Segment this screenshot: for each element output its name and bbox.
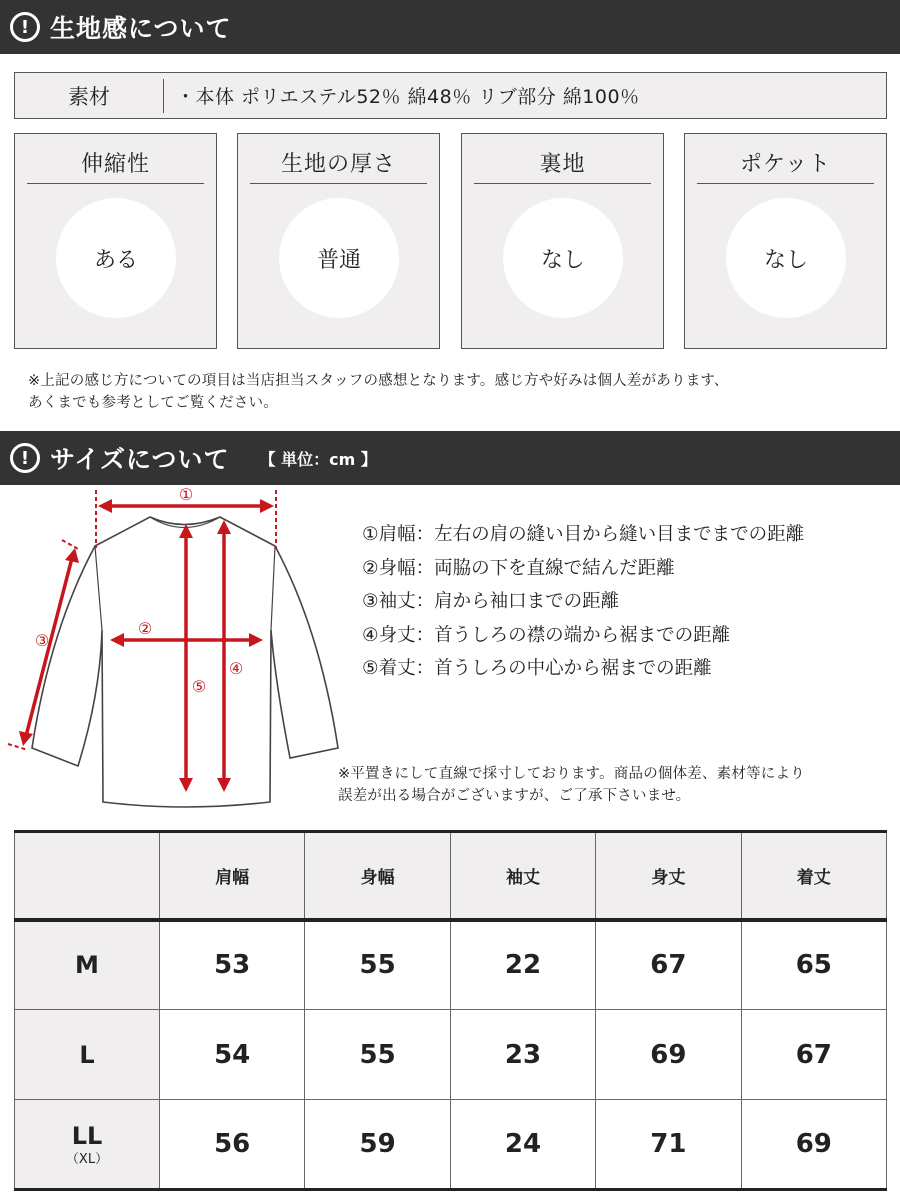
attribute-value: 普通 bbox=[279, 198, 399, 318]
measurement-note-line: ※平置きにして直線で採寸しております。商品の個体差、素材等により bbox=[338, 766, 805, 782]
fabric-note bbox=[28, 370, 729, 414]
marker-1: ① bbox=[178, 485, 194, 504]
attribute-thickness bbox=[237, 133, 440, 349]
attribute-value: なし bbox=[726, 198, 846, 318]
table-cell: 22 bbox=[450, 920, 595, 1010]
size-section-header bbox=[0, 431, 900, 485]
attribute-value: ある bbox=[56, 198, 176, 318]
table-cell: 69 bbox=[741, 1100, 886, 1190]
fabric-note-line: ※上記の感じ方についての項目は当店担当スタッフの感想となります。感じ方や好みは個人差があります、 bbox=[28, 373, 729, 389]
attribute-label: 伸縮性 bbox=[27, 146, 204, 184]
marker-2: ② bbox=[137, 619, 153, 638]
material-divider bbox=[163, 79, 164, 113]
material-value: ・本体 ポリエステル52％ 綿48％ リブ部分 綿100％ bbox=[176, 86, 640, 108]
table-row bbox=[15, 1010, 887, 1100]
table-cell: 23 bbox=[450, 1010, 595, 1100]
legend-item: ③袖丈：肩から袖口までの距離 bbox=[362, 591, 620, 612]
exclamation-icon: ! bbox=[10, 443, 40, 473]
shoulder-arrow-head-left bbox=[98, 499, 112, 513]
column-header: 着丈 bbox=[741, 832, 886, 920]
column-header: 肩幅 bbox=[160, 832, 305, 920]
size-name: L bbox=[79, 1040, 95, 1069]
attribute-label: ポケット bbox=[697, 146, 874, 184]
garment-measurement-diagram bbox=[0, 480, 345, 810]
size-name: M bbox=[75, 951, 99, 980]
size-name: LL bbox=[71, 1121, 103, 1150]
marker-4: ④ bbox=[228, 659, 244, 678]
legend-item: ①肩幅：左右の肩の縫い目から縫い目までまでの距離 bbox=[362, 524, 805, 545]
size-table-corner bbox=[15, 832, 160, 920]
table-cell: 67 bbox=[596, 920, 741, 1010]
measurement-note bbox=[338, 763, 805, 807]
table-cell: 53 bbox=[160, 920, 305, 1010]
size-section-title: サイズについて bbox=[50, 445, 230, 474]
marker-3: ③ bbox=[34, 631, 50, 650]
attribute-value: なし bbox=[503, 198, 623, 318]
size-unit: 【 単位：cm 】 bbox=[259, 449, 377, 469]
table-cell: 56 bbox=[160, 1100, 305, 1190]
size-table-header bbox=[15, 832, 887, 920]
material-label: 素材 bbox=[68, 84, 110, 109]
table-cell: 67 bbox=[741, 1010, 886, 1100]
table-cell: 59 bbox=[305, 1100, 450, 1190]
column-header: 袖丈 bbox=[450, 832, 595, 920]
table-cell: 55 bbox=[305, 1010, 450, 1100]
material-row bbox=[14, 72, 887, 119]
table-cell: 55 bbox=[305, 920, 450, 1010]
column-header: 身幅 bbox=[305, 832, 450, 920]
table-cell: 54 bbox=[160, 1010, 305, 1100]
row-size-label bbox=[15, 920, 160, 1010]
size-table bbox=[14, 830, 887, 1191]
table-cell: 24 bbox=[450, 1100, 595, 1190]
column-header: 身丈 bbox=[596, 832, 741, 920]
row-size-label bbox=[15, 1010, 160, 1100]
shoulder-arrow-head-right bbox=[260, 499, 274, 513]
attribute-label: 生地の厚さ bbox=[250, 146, 427, 184]
table-cell: 69 bbox=[596, 1010, 741, 1100]
attribute-pocket bbox=[684, 133, 887, 349]
sleeve-arrow-head-top bbox=[65, 548, 79, 563]
table-cell: 65 bbox=[741, 920, 886, 1010]
fabric-section-title: 生地感について bbox=[50, 14, 232, 43]
table-row bbox=[15, 920, 887, 1010]
fabric-section-header bbox=[0, 0, 900, 54]
sleeve-guide-top bbox=[62, 540, 80, 550]
fabric-note-line: あくまでも参考としてご覧ください。 bbox=[28, 395, 278, 411]
attribute-lining bbox=[461, 133, 664, 349]
sleeve-guide-bottom bbox=[8, 744, 28, 750]
row-size-label bbox=[15, 1100, 160, 1190]
table-cell: 71 bbox=[596, 1100, 741, 1190]
legend-item: ②身幅：両脇の下を直線で結んだ距離 bbox=[362, 557, 675, 579]
measurement-legend bbox=[362, 518, 804, 686]
measurement-note-line: 誤差が出る場合がございますが、ご了承下さいませ。 bbox=[338, 788, 691, 804]
marker-5: ⑤ bbox=[191, 677, 207, 696]
sleeve-arrow-head-bottom bbox=[19, 731, 33, 746]
table-row bbox=[15, 1100, 887, 1190]
legend-item: ⑤着丈：首うしろの中心から裾までの距離 bbox=[362, 658, 712, 679]
attribute-label: 裏地 bbox=[474, 146, 651, 184]
attribute-stretch bbox=[14, 133, 217, 349]
legend-item: ④身丈：首うしろの襟の端から裾までの距離 bbox=[362, 624, 731, 646]
exclamation-icon: ! bbox=[10, 12, 40, 42]
size-alt-name: （XL） bbox=[65, 1151, 109, 1167]
